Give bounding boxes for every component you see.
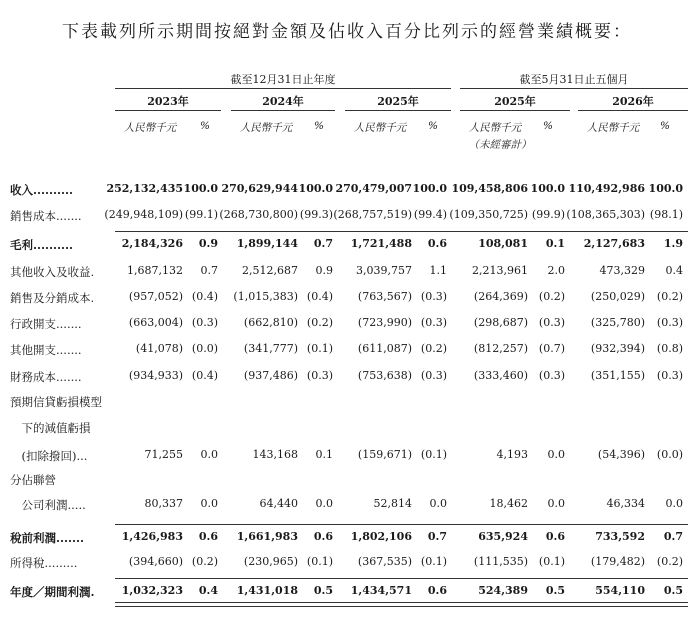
- amount-cell: 64,440: [259, 497, 298, 510]
- five-month-group-rule: [460, 88, 688, 89]
- year-rule-2: [231, 110, 335, 111]
- unit-header-1: 人民幣千元: [123, 122, 177, 134]
- percent-cell: 0.7: [200, 264, 218, 277]
- row-label: 所得稅.........: [10, 556, 78, 570]
- percent-cell: (0.0): [656, 448, 683, 461]
- percent-cell: (0.3): [538, 369, 565, 382]
- row-label: 公司利潤.....: [10, 498, 86, 512]
- amount-cell: 733,592: [595, 530, 645, 543]
- unit-header-4: 人民幣千元: [468, 122, 522, 134]
- percent-cell: (0.2): [306, 316, 333, 329]
- amount-cell: 252,132,435: [106, 182, 183, 195]
- amount-cell: 2,127,683: [583, 237, 645, 250]
- amount-cell: (159,671): [357, 448, 412, 461]
- table-row: [0, 553, 696, 573]
- amount-cell: (111,535): [473, 555, 528, 568]
- row-label: 收入..........: [10, 183, 74, 197]
- amount-cell: 52,814: [373, 497, 412, 510]
- year-header-2025-period: 2025年: [494, 95, 536, 108]
- amount-cell: (249,948,109): [104, 208, 183, 221]
- table-row: [0, 446, 696, 466]
- row-label: 下的減值虧損: [10, 421, 91, 435]
- percent-cell: (99.9): [531, 208, 565, 221]
- table-row: [0, 206, 696, 226]
- amount-cell: 108,081: [478, 237, 528, 250]
- amount-cell: (351,155): [590, 369, 645, 382]
- percent-cell: 0.7: [427, 530, 447, 543]
- percent-cell: 0.9: [198, 237, 218, 250]
- pct-header-3: %: [428, 120, 438, 132]
- table-row: [0, 418, 696, 438]
- percent-cell: (0.1): [306, 555, 333, 568]
- percent-cell: (0.0): [191, 342, 218, 355]
- amount-cell: 1,661,983: [236, 530, 298, 543]
- percent-cell: (0.3): [420, 316, 447, 329]
- percent-cell: (0.1): [306, 342, 333, 355]
- unit-header-3: 人民幣千元: [353, 122, 407, 134]
- pct-header-5: %: [660, 120, 670, 132]
- row-label: 稅前利潤.......: [10, 531, 85, 545]
- amount-cell: (723,990): [357, 316, 412, 329]
- subtotal-rule-pretax: [115, 524, 688, 525]
- amount-cell: (333,460): [473, 369, 528, 382]
- table-row: [0, 180, 696, 200]
- amount-cell: (325,780): [590, 316, 645, 329]
- percent-cell: (99.1): [184, 208, 218, 221]
- year-rule-3: [345, 110, 451, 111]
- table-row: [0, 314, 696, 334]
- amount-cell: (264,369): [473, 290, 528, 303]
- table-row: [0, 392, 696, 412]
- subtotal-rule-gross-profit: [115, 231, 688, 232]
- amount-cell: 1,687,132: [127, 264, 183, 277]
- percent-cell: 100.0: [412, 182, 447, 195]
- percent-cell: 0.9: [315, 264, 333, 277]
- percent-cell: 0.0: [429, 497, 447, 510]
- percent-cell: (0.4): [191, 369, 218, 382]
- amount-cell: (763,567): [357, 290, 412, 303]
- amount-cell: (367,535): [357, 555, 412, 568]
- percent-cell: (0.2): [656, 290, 683, 303]
- amount-cell: 1,426,983: [121, 530, 183, 543]
- row-label: 銷售成本.......: [10, 209, 82, 223]
- table-row: [0, 470, 696, 490]
- percent-cell: (0.2): [538, 290, 565, 303]
- amount-cell: 71,255: [144, 448, 183, 461]
- percent-cell: 0.0: [665, 497, 683, 510]
- table-row: [0, 288, 696, 308]
- amount-cell: 46,334: [606, 497, 645, 510]
- amount-cell: (663,004): [128, 316, 183, 329]
- percent-cell: (0.2): [656, 555, 683, 568]
- pct-header-2: %: [314, 120, 324, 132]
- amount-cell: 2,512,687: [242, 264, 298, 277]
- amount-cell: (394,660): [128, 555, 183, 568]
- amount-cell: (41,078): [135, 342, 183, 355]
- row-label: 分佔聯營: [10, 473, 56, 487]
- amount-cell: 524,389: [478, 584, 528, 597]
- amount-cell: 473,329: [599, 264, 645, 277]
- amount-cell: 110,492,986: [568, 182, 645, 195]
- amount-cell: (957,052): [128, 290, 183, 303]
- percent-cell: 0.0: [200, 448, 218, 461]
- percent-cell: 0.7: [313, 237, 333, 250]
- amount-cell: 1,802,106: [350, 530, 412, 543]
- amount-cell: (230,965): [243, 555, 298, 568]
- amount-cell: 1,434,571: [350, 584, 412, 597]
- amount-cell: 109,458,806: [451, 182, 528, 195]
- year-header-2026-period: 2026年: [612, 95, 654, 108]
- percent-cell: (0.8): [656, 342, 683, 355]
- amount-cell: 635,924: [478, 530, 528, 543]
- amount-cell: (54,396): [597, 448, 645, 461]
- table-row: [0, 495, 696, 515]
- percent-cell: (99.4): [413, 208, 447, 221]
- amount-cell: 1,431,018: [236, 584, 298, 597]
- percent-cell: (0.1): [420, 555, 447, 568]
- total-double-rule: [115, 602, 688, 607]
- pct-header-1: %: [200, 120, 210, 132]
- percent-cell: (98.1): [649, 208, 683, 221]
- amount-cell: 270,629,944: [221, 182, 298, 195]
- amount-cell: 1,032,323: [121, 584, 183, 597]
- table-row: [0, 262, 696, 282]
- amount-cell: (298,687): [473, 316, 528, 329]
- year-header-2024: 2024年: [262, 95, 304, 108]
- percent-cell: (0.3): [538, 316, 565, 329]
- percent-cell: (0.3): [306, 369, 333, 382]
- pct-header-4: %: [543, 120, 553, 132]
- year-rule-5: [578, 110, 688, 111]
- percent-cell: 0.1: [315, 448, 333, 461]
- percent-cell: 100.0: [530, 182, 565, 195]
- amount-cell: (268,730,800): [219, 208, 298, 221]
- percent-cell: 0.6: [313, 530, 333, 543]
- percent-cell: (0.3): [191, 316, 218, 329]
- percent-cell: 1.9: [663, 237, 683, 250]
- table-row: [0, 235, 696, 255]
- amount-cell: 3,039,757: [356, 264, 412, 277]
- percent-cell: (0.2): [191, 555, 218, 568]
- percent-cell: 0.1: [545, 237, 565, 250]
- amount-cell: (1,015,383): [233, 290, 298, 303]
- amount-cell: 2,184,326: [121, 237, 183, 250]
- intro-text: 下表載列所示期間按絕對金額及佔收入百分比列示的經營業績概要：: [62, 22, 632, 42]
- amount-cell: (932,394): [590, 342, 645, 355]
- percent-cell: (0.2): [420, 342, 447, 355]
- percent-cell: 0.4: [665, 264, 683, 277]
- amount-cell: (268,757,519): [333, 208, 412, 221]
- row-label: 年度／期間利潤.: [10, 585, 95, 599]
- unaudited-note: （未經審計）: [468, 139, 532, 151]
- percent-cell: (0.7): [538, 342, 565, 355]
- percent-cell: 0.0: [200, 497, 218, 510]
- row-label: 毛利..........: [10, 238, 74, 252]
- table-row: [0, 528, 696, 548]
- amount-cell: 2,213,961: [472, 264, 528, 277]
- row-label: 銷售及分銷成本.: [10, 291, 95, 305]
- amount-cell: 554,110: [595, 584, 645, 597]
- five-month-group-header: 截至5月31日止五個月: [519, 73, 629, 86]
- percent-cell: (0.3): [656, 316, 683, 329]
- year-rule-4: [460, 110, 570, 111]
- percent-cell: 100.0: [648, 182, 683, 195]
- amount-cell: 4,193: [496, 448, 528, 461]
- percent-cell: (0.4): [191, 290, 218, 303]
- amount-cell: (108,365,303): [566, 208, 645, 221]
- amount-cell: 143,168: [252, 448, 298, 461]
- amount-cell: (179,482): [590, 555, 645, 568]
- row-label: 行政開支.......: [10, 317, 82, 331]
- percent-cell: (0.1): [420, 448, 447, 461]
- unit-header-2: 人民幣千元: [239, 122, 293, 134]
- percent-cell: 0.4: [198, 584, 218, 597]
- percent-cell: (99.3): [299, 208, 333, 221]
- table-row: [0, 582, 696, 602]
- amount-cell: 80,337: [144, 497, 183, 510]
- annual-group-header: 截至12月31日止年度: [230, 73, 336, 86]
- amount-cell: 18,462: [489, 497, 528, 510]
- subtotal-rule-net: [115, 578, 688, 579]
- row-label: (扣除撥回)...: [10, 449, 88, 463]
- percent-cell: 0.0: [547, 448, 565, 461]
- row-label: 預期信貸虧損模型: [10, 395, 102, 409]
- percent-cell: (0.3): [656, 369, 683, 382]
- percent-cell: 0.0: [315, 497, 333, 510]
- amount-cell: 270,479,007: [335, 182, 412, 195]
- percent-cell: 100.0: [183, 182, 218, 195]
- percent-cell: 0.6: [427, 237, 447, 250]
- row-label: 其他收入及收益.: [10, 265, 95, 279]
- amount-cell: (250,029): [590, 290, 645, 303]
- amount-cell: (934,933): [128, 369, 183, 382]
- year-header-2023: 2023年: [147, 95, 189, 108]
- amount-cell: (662,810): [243, 316, 298, 329]
- year-rule-1: [115, 110, 221, 111]
- percent-cell: 1.1: [429, 264, 447, 277]
- percent-cell: (0.1): [538, 555, 565, 568]
- percent-cell: 0.5: [663, 584, 683, 597]
- percent-cell: 0.6: [198, 530, 218, 543]
- percent-cell: 2.0: [547, 264, 565, 277]
- amount-cell: (611,087): [357, 342, 412, 355]
- percent-cell: (0.3): [420, 369, 447, 382]
- percent-cell: 0.6: [545, 530, 565, 543]
- amount-cell: (109,350,725): [449, 208, 528, 221]
- percent-cell: 0.5: [545, 584, 565, 597]
- row-label: 財務成本.......: [10, 370, 82, 384]
- percent-cell: (0.4): [306, 290, 333, 303]
- percent-cell: 0.7: [663, 530, 683, 543]
- amount-cell: (753,638): [357, 369, 412, 382]
- percent-cell: (0.3): [420, 290, 447, 303]
- unit-header-5: 人民幣千元: [586, 122, 640, 134]
- row-label: 其他開支.......: [10, 343, 82, 357]
- table-row: [0, 340, 696, 360]
- percent-cell: 0.0: [547, 497, 565, 510]
- year-header-2025: 2025年: [377, 95, 419, 108]
- annual-group-rule: [115, 88, 451, 89]
- amount-cell: 1,721,488: [350, 237, 412, 250]
- percent-cell: 0.6: [427, 584, 447, 597]
- amount-cell: (937,486): [243, 369, 298, 382]
- table-row: [0, 367, 696, 387]
- percent-cell: 100.0: [298, 182, 333, 195]
- amount-cell: (812,257): [473, 342, 528, 355]
- percent-cell: 0.5: [313, 584, 333, 597]
- amount-cell: 1,899,144: [236, 237, 298, 250]
- amount-cell: (341,777): [243, 342, 298, 355]
